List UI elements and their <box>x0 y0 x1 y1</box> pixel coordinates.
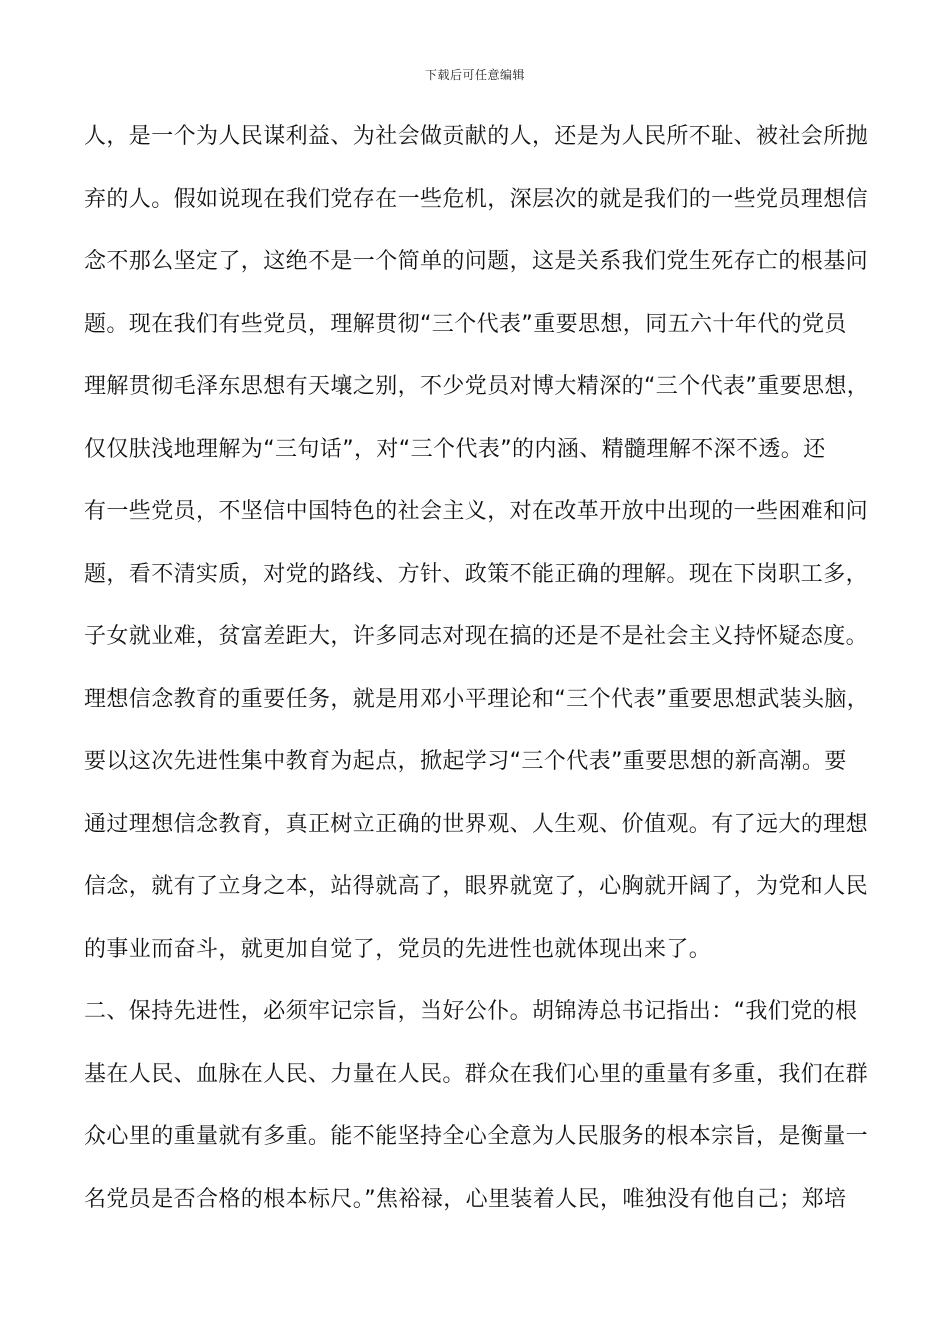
text-line: 众心里的重量就有多重。能不能坚持全心全意为人民服务的根本宗旨，是衡量一 <box>84 1124 869 1149</box>
text-line: 人，是一个为人民谋利益、为社会做贡献的人，还是为人民所不耻、被社会所抛 <box>84 124 869 149</box>
text-line: 念不那么坚定了，这绝不是一个简单的问题，这是关系我们党生死存亡的根基问 <box>84 249 869 274</box>
text-line: 题，看不清实质，对党的路线、方针、政策不能正确的理解。现在下岗职工多， <box>84 561 869 587</box>
body-text <box>84 116 884 1241</box>
header-note: 下载后可任意编辑 <box>424 68 525 82</box>
text-line: 二、保持先进性，必须牢记宗旨，当好公仆。胡锦涛总书记指出：“我们党的根 <box>84 999 858 1024</box>
text-line: 理解贯彻毛泽东思想有天壤之别，不少党员对博大精深的“三个代表”重要思想， <box>84 374 870 399</box>
text-line: 基在人民、血脉在人民、力量在人民。群众在我们心里的重量有多重，我们在群 <box>84 1061 869 1087</box>
text-line: 弃的人。假如说现在我们党存在一些危机，深层次的就是我们的一些党员理想信 <box>84 186 869 212</box>
text-line: 理想信念教育的重要任务，就是用邓小平理论和“三个代表”重要思想武装头脑， <box>84 686 870 712</box>
text-line: 有一些党员，不坚信中国特色的社会主义，对在改革开放中出现的一些困难和问 <box>84 499 869 524</box>
text-line: 通过理想信念教育，真正树立正确的世界观、人生观、价值观。有了远大的理想 <box>84 811 869 837</box>
text-line: 仅仅肤浅地理解为“三句话”，对“三个代表”的内涵、精髓理解不深不透。还 <box>84 436 826 462</box>
text-line: 的事业而奋斗，就更加自觉了，党员的先进性也就体现出来了。 <box>84 936 712 962</box>
text-line: 要以这次先进性集中教育为起点，掀起学习“三个代表”重要思想的新高潮。要 <box>84 749 847 774</box>
text-line: 信念，就有了立身之本，站得就高了，眼界就宽了，心胸就开阔了，为党和人民 <box>84 874 869 899</box>
text-line: 题。现在我们有些党员，理解贯彻“三个代表”重要思想，同五六十年代的党员 <box>84 311 847 337</box>
text-line: 名党员是否合格的根本标尺。”焦裕禄，心里装着人民，唯独没有他自己；郑培 <box>84 1186 847 1212</box>
text-line: 子女就业难，贫富差距大，许多同志对现在搞的还是不是社会主义持怀疑态度。 <box>84 624 869 649</box>
